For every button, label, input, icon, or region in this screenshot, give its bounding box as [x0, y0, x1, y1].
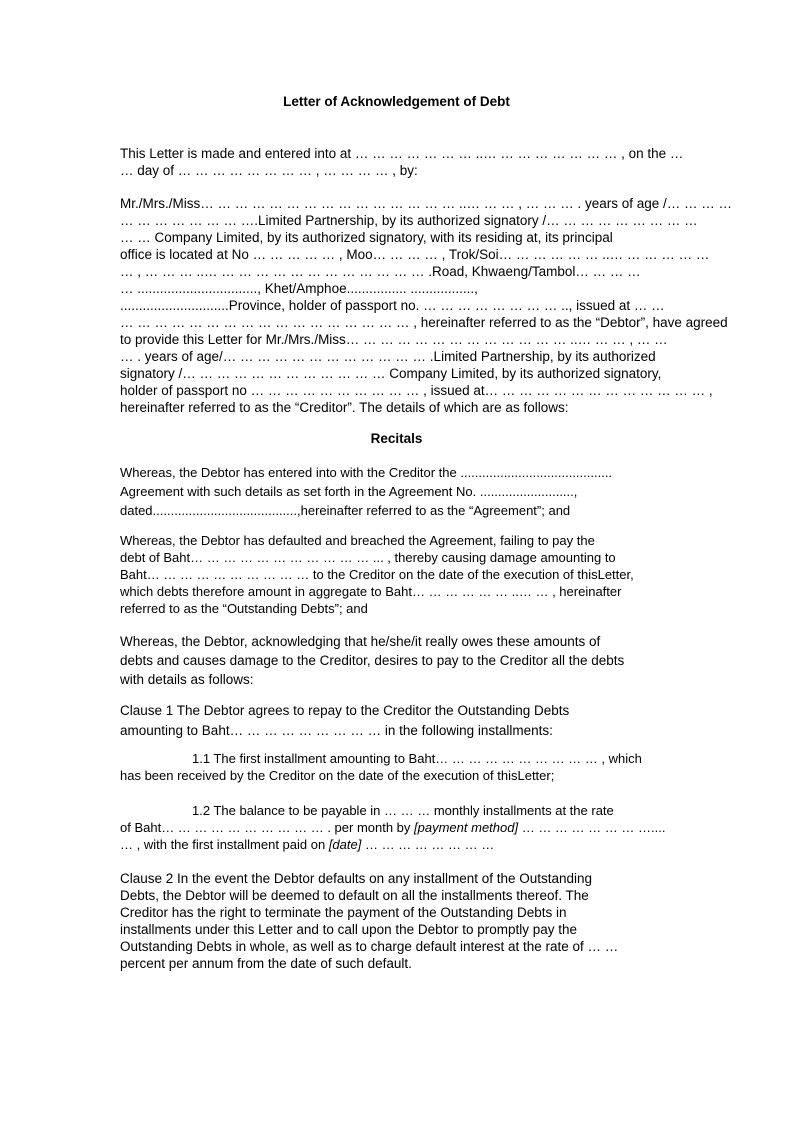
parties-line: holder of passport no … … … … … … … … … … , issued at… … … … … … … … … … … … … ,: [120, 383, 713, 398]
clause-line: 1.1 The first installment amounting to Baht… … … … … … … … … … , which: [192, 751, 642, 766]
recital-1-paragraph: [120, 463, 675, 520]
clause-line: amounting to Baht… … … … … … … … … in the following installments:: [120, 723, 553, 738]
clause-line: 1.2 The balance to be payable in … … … monthly installments at the rate: [192, 803, 614, 818]
parties-line: … ................................, Khet/Amphoe................ .................,: [120, 281, 478, 296]
recital-line: with details as follows:: [120, 672, 254, 687]
clause-line: Clause 2 In the event the Debtor defaults on any installment of the Outstanding: [120, 871, 593, 886]
clause-1-paragraph: [120, 700, 675, 740]
recital-line: Baht… … … … … … … … … … to the Creditor on the date of the execution of thisLetter,: [120, 567, 634, 582]
recital-line: referred to as the “Outstanding Debts”; and: [120, 601, 368, 616]
payment-method-placeholder: [payment method]: [414, 820, 519, 835]
intro-line: This Letter is made and entered into at … … … … … … … ..… … … … … … … … , on the …: [120, 146, 684, 161]
recitals-heading: Recitals: [370, 431, 423, 446]
parties-line: … … … … … … … ….Limited Partnership, by its authorized signatory /… … … … … … … … …: [120, 213, 698, 228]
document-title: Letter of Acknowledgement of Debt: [283, 94, 510, 109]
parties-line: hereinafter referred to as the “Creditor”. The details of which are as follows:: [120, 400, 569, 415]
parties-line: … … Company Limited, by its authorized signatory, with its residing at, its principal: [120, 230, 613, 245]
recital-line: Whereas, the Debtor has entered into with the Creditor the ..........................................: [120, 465, 613, 480]
parties-line: to provide this Letter for Mr./Mrs./Miss… … … … … … … … … … … … … ..… … … , … …: [120, 332, 668, 347]
recital-3-paragraph: [120, 632, 675, 689]
clause-line: percent per annum from the date of such default.: [120, 956, 412, 971]
recital-line: Whereas, the Debtor, acknowledging that he/she/it really owes these amounts of: [120, 634, 601, 649]
intro-line: … day of … … … … … … … … , … … … … , by:: [120, 163, 418, 178]
clause-line: Debts, the Debtor will be deemed to default on all the installments thereof. The: [120, 888, 589, 903]
clause-line: has been received by the Creditor on the date of the execution of thisLetter;: [120, 768, 555, 783]
recital-line: debt of Baht… … … … … … … … … … … ... , thereby causing damage amounting to: [120, 550, 616, 565]
clause-line: Outstanding Debts in whole, as well as to charge default interest at the rate of … …: [120, 939, 619, 954]
recital-line: which debts therefore amount in aggregate to Baht… … … … … … ..… … , hereinafter: [120, 584, 622, 599]
clause-line: installments under this Letter and to call upon the Debtor to promptly pay the: [120, 922, 578, 937]
clause-1-2-paragraph: [120, 802, 675, 853]
parties-line: … … … … … … … … … … … … … … … … … , hereinafter referred to as the “Debtor”, have agreed: [120, 315, 728, 330]
parties-line: office is located at No … … … … … , Moo… … … … , Trok/Soi… … … … … … ..… … … … … …: [120, 247, 710, 262]
intro-paragraph: [120, 145, 684, 179]
recital-2-paragraph: [120, 532, 675, 617]
clause-text: … , with the first installment paid on: [120, 837, 329, 852]
parties-paragraph: [120, 195, 733, 416]
parties-line: … , … … … ..… … … … … … … … … … … … … .Road, Khwaeng/Tambol… … … …: [120, 264, 641, 279]
clause-2-paragraph: [120, 870, 675, 972]
recital-line: debts and causes damage to the Creditor, desires to pay to the Creditor all the debts: [120, 653, 625, 668]
parties-line: signatory /… … … … … … … … … … … … Company Limited, by its authorized signatory,: [120, 366, 662, 381]
parties-line: .............................Province, holder of passport no. … … … … … … … … .., issued at … …: [120, 298, 665, 313]
clause-text: … … … … … … … …....: [518, 820, 666, 835]
recital-line: Agreement with such details as set forth in the Agreement No. ..........................,: [120, 484, 578, 499]
clause-line: [120, 836, 675, 853]
clause-line: [120, 819, 675, 836]
date-placeholder: [date]: [328, 837, 362, 852]
clause-1-1-paragraph: [120, 750, 675, 784]
clause-text: … … … … … … … …: [361, 837, 495, 852]
clause-line: Creditor has the right to terminate the payment of the Outstanding Debts in: [120, 905, 567, 920]
parties-line: Mr./Mrs./Miss… … … … … … … … … … … … … … … ..… … … , … … … . years of age /… … … …: [120, 196, 733, 211]
clause-text: of Baht… … … … … … … … … … . per month by: [120, 820, 415, 835]
recital-line: Whereas, the Debtor has defaulted and breached the Agreement, failing to pay the: [120, 533, 595, 548]
clause-line: Clause 1 The Debtor agrees to repay to the Creditor the Outstanding Debts: [120, 703, 570, 718]
parties-line: … . years of age/… … … … … … … … … … … … .Limited Partnership, by its authorized: [120, 349, 656, 364]
recital-line: dated........................................,hereinafter referred to as the “Agreement”; and: [120, 503, 571, 518]
